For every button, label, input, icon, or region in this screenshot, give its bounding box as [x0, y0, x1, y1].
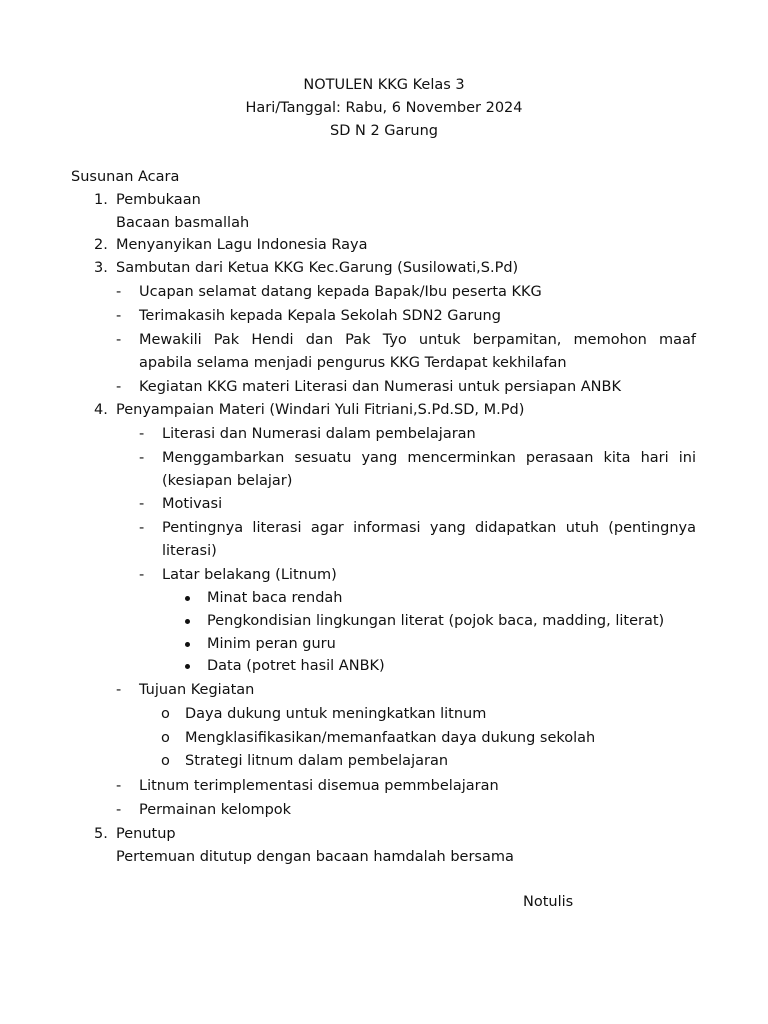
signature-label: Notulis: [523, 894, 574, 910]
circle-bullet-marker: o: [161, 706, 170, 722]
materi-tail-2: Permainan kelompok: [139, 802, 292, 818]
bullet-dot-icon: [185, 619, 190, 624]
dash-marker: -: [116, 802, 122, 818]
dash-marker: -: [116, 379, 122, 395]
agenda-item-5-number: 5.: [94, 826, 108, 842]
sambutan-point-3-continued: apabila selama menjadi pengurus KKG Terdapat kekhilafan: [139, 355, 567, 371]
agenda-item-3-title: Sambutan dari Ketua KKG Kec.Garung (Susilowati,S.Pd): [116, 260, 519, 276]
latar-belakang-item-4: Data (potret hasil ANBK): [207, 658, 385, 674]
dash-marker: -: [116, 682, 122, 698]
agenda-item-4-number: 4.: [94, 402, 108, 418]
agenda-item-1-title: Pembukaan: [116, 192, 201, 208]
tujuan-kegiatan-label: Tujuan Kegiatan: [139, 682, 255, 698]
materi-tail-1: Litnum terimplementasi disemua pemmbelajaran: [139, 778, 499, 794]
agenda-item-3-number: 3.: [94, 260, 108, 276]
circle-bullet-marker: o: [161, 730, 170, 746]
materi-point-5: Latar belakang (Litnum): [162, 567, 337, 583]
sambutan-point-3: Mewakili Pak Hendi dan Pak Tyo untuk berpamitan, memohon maaf: [139, 332, 696, 348]
dash-marker: -: [139, 450, 145, 466]
dash-marker: -: [116, 284, 122, 300]
tujuan-item-1: Daya dukung untuk meningkatkan litnum: [185, 706, 487, 722]
materi-point-3: Motivasi: [162, 496, 223, 512]
tujuan-item-3: Strategi litnum dalam pembelajaran: [185, 753, 449, 769]
materi-point-2-continued: (kesiapan belajar): [162, 473, 293, 489]
dash-marker: -: [116, 778, 122, 794]
dash-marker: -: [116, 332, 122, 348]
dash-marker: -: [139, 567, 145, 583]
bullet-dot-icon: [185, 664, 190, 669]
dash-marker: -: [139, 520, 145, 536]
document-date: Hari/Tanggal: Rabu, 6 November 2024: [245, 100, 523, 116]
dash-marker: -: [139, 426, 145, 442]
agenda-item-5-title: Penutup: [116, 826, 176, 842]
document-title: NOTULEN KKG Kelas 3: [303, 77, 465, 93]
latar-belakang-item-1: Minat baca rendah: [207, 590, 343, 606]
agenda-item-2-title: Menyanyikan Lagu Indonesia Raya: [116, 237, 368, 253]
bullet-dot-icon: [185, 642, 190, 647]
agenda-item-1-number: 1.: [94, 192, 108, 208]
agenda-heading: Susunan Acara: [71, 169, 180, 185]
agenda-item-4-title: Penyampaian Materi (Windari Yuli Fitriani,S.Pd.SD, M.Pd): [116, 402, 525, 418]
latar-belakang-item-3: Minim peran guru: [207, 636, 336, 652]
dash-marker: -: [139, 496, 145, 512]
agenda-item-5-detail: Pertemuan ditutup dengan bacaan hamdalah bersama: [116, 849, 514, 865]
document-school: SD N 2 Garung: [330, 123, 438, 139]
sambutan-point-1: Ucapan selamat datang kepada Bapak/Ibu peserta KKG: [139, 284, 542, 300]
dash-marker: -: [116, 308, 122, 324]
materi-point-4: Pentingnya literasi agar informasi yang didapatkan utuh (pentingnya: [162, 520, 696, 536]
circle-bullet-marker: o: [161, 753, 170, 769]
materi-point-1: Literasi dan Numerasi dalam pembelajaran: [162, 426, 476, 442]
sambutan-point-2: Terimakasih kepada Kepala Sekolah SDN2 Garung: [139, 308, 501, 324]
agenda-item-2-number: 2.: [94, 237, 108, 253]
latar-belakang-item-2: Pengkondisian lingkungan literat (pojok baca, madding, literat): [207, 613, 665, 629]
materi-point-4-continued: literasi): [162, 543, 217, 559]
materi-point-2: Menggambarkan sesuatu yang mencerminkan perasaan kita hari ini: [162, 450, 696, 466]
tujuan-item-2: Mengklasifikasikan/memanfaatkan daya dukung sekolah: [185, 730, 596, 746]
bullet-dot-icon: [185, 596, 190, 601]
agenda-item-1-detail: Bacaan basmallah: [116, 215, 250, 231]
sambutan-point-4: Kegiatan KKG materi Literasi dan Numerasi untuk persiapan ANBK: [139, 379, 621, 395]
